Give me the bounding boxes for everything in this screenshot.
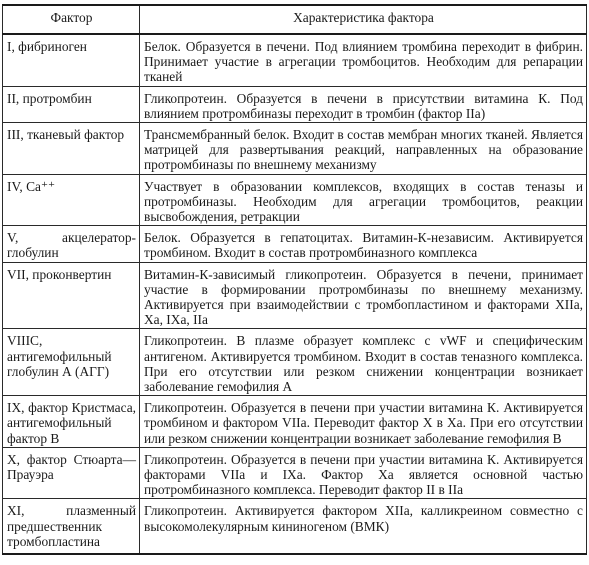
factor-name: V, акцелератор-глобулин [3, 226, 140, 262]
factor-name: XI, плазменный предшественник тромбопластина [3, 499, 140, 554]
factor-name: II, протромбин [3, 86, 140, 122]
factor-description: Участвует в образовании комплексов, входящих в состав теназы и протромбиназы. Необходим для агрегации тромбоцитов, реакции высвобождения, ретракции [140, 174, 587, 226]
factor-description: Гликопротеин. Образуется в печени при участии витамина К. Активируется факторами VIIa и IXa. Фактор Xa является основной частью протромбиназного комплекса. Переводит фактор II в IIa [140, 447, 587, 499]
table-body [3, 34, 587, 554]
column-header-characteristic: Характеристика фактора [140, 5, 587, 34]
factor-description: Гликопротеин. Образуется в печени в присутствии витамина К. Под влиянием протромбиназы переходит в тромбин (фактор IIa) [140, 86, 587, 122]
table-row [3, 262, 587, 329]
factor-name: X, фактор Стюарта—Прауэра [3, 447, 140, 499]
table-row [3, 174, 587, 226]
table-row [3, 123, 587, 175]
table-row [3, 226, 587, 262]
table-header [3, 5, 587, 34]
factor-description: Трансмембранный белок. Входит в состав мембран многих тканей. Является матрицей для развертывания реакций, направленных на образование протромбиназы по внешнему механизму [140, 123, 587, 175]
factor-description: Гликопротеин. Образуется в печени при участии витамина К. Активируется тромбином и фактором VIIa. Переводит фактор X в Xa. При его отсутствии или резком снижении концентрации возникает заболевание гемофилия В [140, 396, 587, 448]
factor-description: Гликопротеин. В плазме образует комплекс с vWF и специфическим антигеном. Активируется тромбином. Входит в состав теназного комплекса. При его отсутствии или резком снижении концентрации возникает заболевание гемофилия А [140, 329, 587, 396]
factor-description: Витамин-К-зависимый гликопротеин. Образуется в печени, принимает участие в формировании протромбиназы по внешнему механизму. Активируется при взаимодействии с тромбопластином и факторами XIIa, Xa, IXa, IIa [140, 262, 587, 329]
coagulation-factors-table [2, 4, 587, 555]
table-header-row [3, 5, 587, 34]
factor-name: IV, Ca⁺⁺ [3, 174, 140, 226]
factor-description: Гликопротеин. Активируется фактором XIIa, калликреином совместно с высокомолекулярным кининогеном (ВМК) [140, 499, 587, 554]
factor-name: VIIIC, антигемофильный глобулин А (АГГ) [3, 329, 140, 396]
table-row [3, 447, 587, 499]
table-row [3, 499, 587, 554]
factor-name: IX, фактор Кристмаса, антигемофильный фактор В [3, 396, 140, 448]
column-header-factor: Фактор [3, 5, 140, 34]
factor-description: Белок. Образуется в печени. Под влиянием тромбина переходит в фибрин. Принимает участие в агрегации тромбоцитов. Необходим для репарации тканей [140, 34, 587, 86]
table-row [3, 86, 587, 122]
factor-name: VII, проконвертин [3, 262, 140, 329]
table-row [3, 329, 587, 396]
table-row [3, 396, 587, 448]
factor-description: Белок. Образуется в гепатоцитах. Витамин-К-независим. Активируется тромбином. Входит в состав протромбиназного комплекса [140, 226, 587, 262]
table-row [3, 34, 587, 86]
factor-name: III, тканевый фактор [3, 123, 140, 175]
factor-name: I, фибриноген [3, 34, 140, 86]
